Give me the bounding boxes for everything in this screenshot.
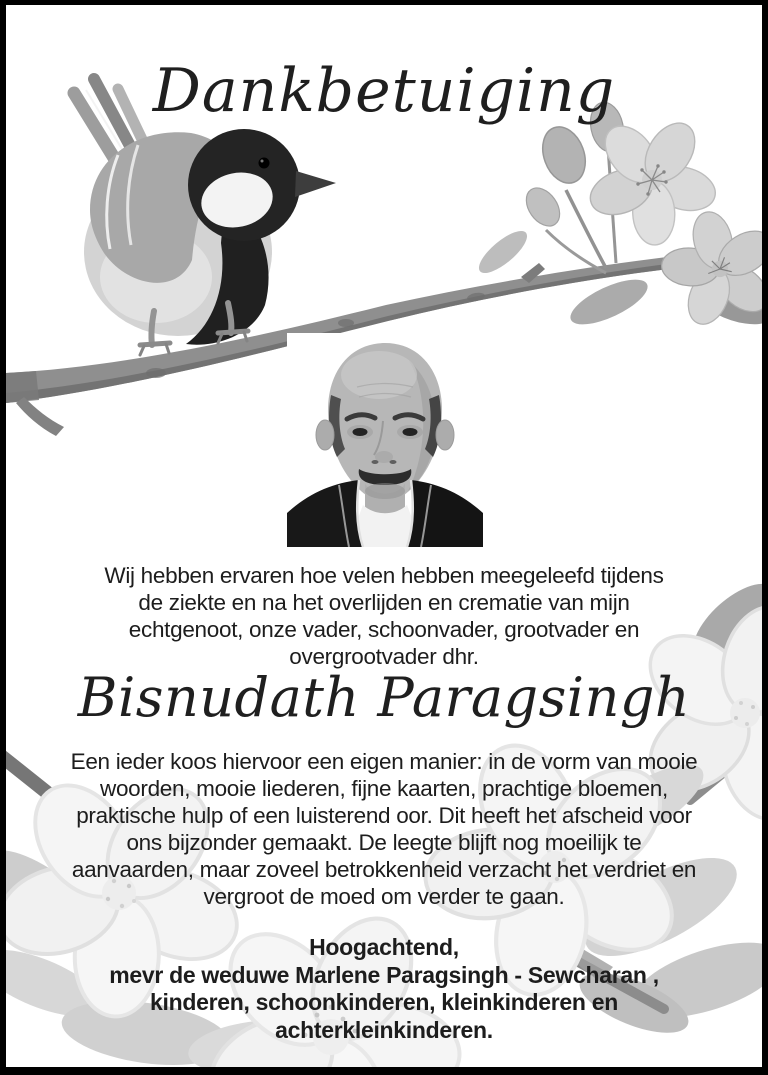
intro-paragraph [6, 562, 762, 670]
portrait-photo-icon [287, 333, 483, 547]
body-line: Een ieder koos hiervoor een eigen manier: in de vorm van mooie [70, 749, 698, 774]
intro-line: echtgenoot, onze vader, schoonvader, grootvader en [128, 617, 640, 642]
blossom-icon [473, 99, 762, 333]
card-inner [6, 5, 762, 1067]
body-line: woorden, mooie liederen, fijne kaarten, prachtige bloemen, [100, 776, 668, 801]
closing-block [6, 934, 762, 1044]
body-line: vergroot de moed om verder te gaan. [203, 884, 565, 909]
body-line: praktische hulp of een luisterend oor. Dit heeft het afscheid voor [76, 803, 692, 828]
card-title: Dankbetuiging [152, 56, 616, 126]
body-paragraph [6, 748, 762, 910]
closing-line: achterkleinkinderen. [275, 1016, 493, 1043]
deceased-name: Bisnudath Paragsingh [77, 666, 691, 729]
closing-salutation: Hoogachtend, [309, 934, 459, 960]
closing-line: kinderen, schoonkinderen, kleinkinderen en [150, 989, 618, 1015]
body-line: ons bijzonder gemaakt. De leegte blijft nog moeilijk te [126, 830, 642, 855]
intro-line: de ziekte en na het overlijden en crematie van mijn [138, 590, 630, 615]
intro-line: overgrootvader dhr. [289, 644, 479, 669]
body-line: aanvaarden, maar zoveel betrokkenheid verzacht het verdriet en [71, 857, 697, 882]
closing-line: mevr de weduwe Marlene Paragsingh - Sewcharan , [109, 961, 659, 988]
intro-line: Wij hebben ervaren hoe velen hebben meegeleefd tijdens [104, 563, 664, 588]
